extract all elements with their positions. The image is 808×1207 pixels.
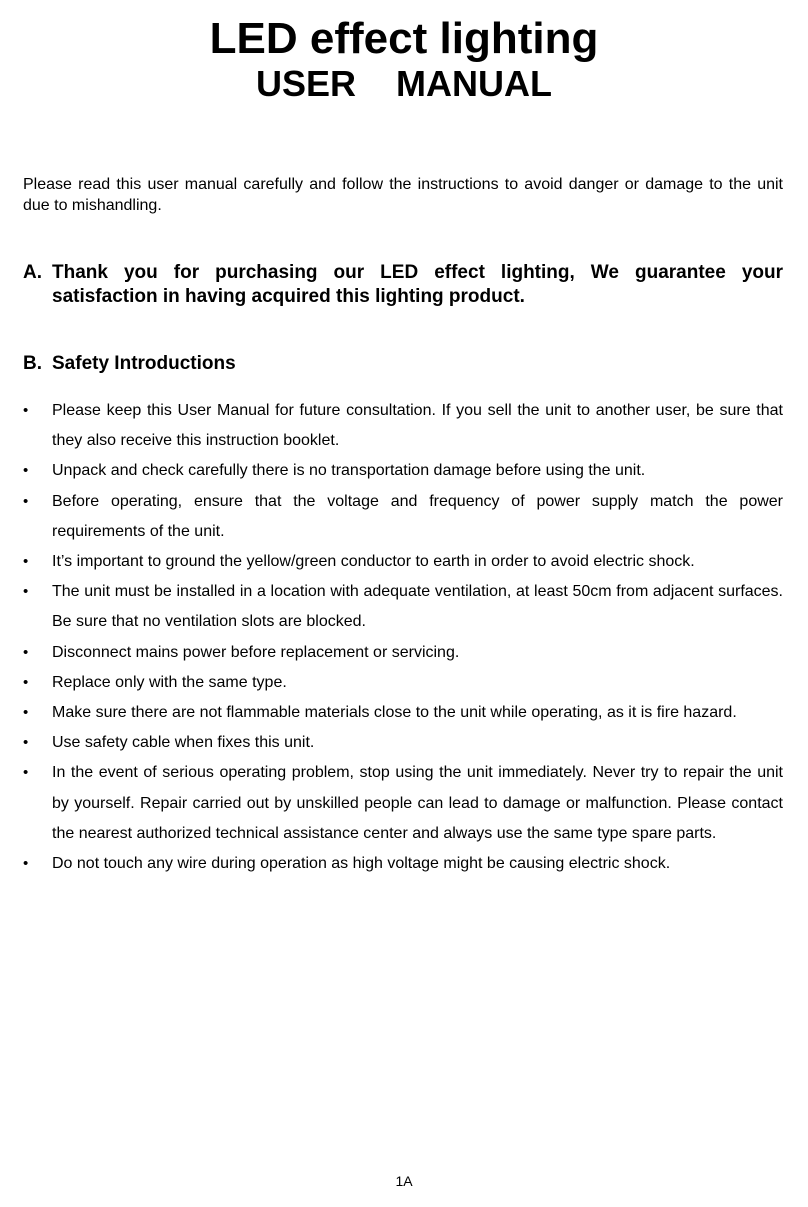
page-number: 1A (395, 1173, 413, 1189)
intro-paragraph: Please read this user manual carefully and follow the instructions to avoid danger or damage to the unit due to mishandling. (23, 176, 783, 214)
list-item (23, 758, 783, 849)
list-item-text: In the event of serious operating problem, stop using the unit immediately. Never try to repair the unit by yourself. Repair carried out by unskilled people can lead to damage or malfunction. Please contact the nearest authorized technical assistance center and always use the same type spare parts. (52, 764, 783, 842)
list-item (23, 698, 783, 728)
list-item-text: Use safety cable when fixes this unit. (52, 734, 315, 752)
list-item-text: The unit must be installed in a location with adequate ventilation, at least 50cm from adjacent surfaces. Be sure that no ventilation slots are blocked. (52, 583, 783, 631)
section-b (23, 352, 783, 376)
bullet-icon: • (23, 462, 29, 480)
section-b-heading: Safety Introductions (52, 353, 236, 374)
list-item (23, 728, 783, 758)
list-item (23, 396, 783, 456)
list-item (23, 547, 783, 577)
document-subtitle: USER MANUAL (256, 63, 552, 104)
list-item-text: Make sure there are not flammable materials close to the unit while operating, as it is fire hazard. (52, 704, 737, 722)
list-item (23, 668, 783, 698)
list-item-text: Please keep this User Manual for future consultation. If you sell the unit to another user, be sure that they also receive this instruction booklet. (52, 402, 783, 450)
list-item (23, 456, 783, 486)
section-b-letter: B. (23, 353, 42, 374)
bullet-icon: • (23, 492, 29, 510)
list-item-text: It’s important to ground the yellow/green conductor to earth in order to avoid electric shock. (52, 553, 695, 571)
list-item-text: Disconnect mains power before replacement or servicing. (52, 643, 460, 661)
bullet-icon: • (23, 704, 29, 722)
document-title: LED effect lighting (209, 14, 599, 63)
list-item (23, 638, 783, 668)
bullet-icon: • (23, 583, 29, 601)
list-item-text: Replace only with the same type. (52, 673, 287, 691)
section-a-letter: A. (23, 262, 42, 283)
list-item-text: Do not touch any wire during operation as high voltage might be causing electric shock. (52, 855, 671, 873)
list-item (23, 849, 783, 879)
list-item-text: Before operating, ensure that the voltage and frequency of power supply match the power requirements of the unit. (52, 492, 783, 540)
bullet-icon: • (23, 643, 29, 661)
section-a (23, 261, 783, 309)
list-item (23, 487, 783, 547)
safety-list (23, 396, 783, 879)
bullet-icon: • (23, 673, 29, 691)
bullet-icon: • (23, 402, 29, 419)
list-item (23, 577, 783, 637)
bullet-icon: • (23, 734, 29, 752)
section-a-text: Thank you for purchasing our LED effect lighting, We guarantee your satisfaction in having acquired this lighting product. (52, 262, 783, 307)
list-item-text: Unpack and check carefully there is no transportation damage before using the unit. (52, 462, 646, 480)
bullet-icon: • (23, 764, 29, 782)
bullet-icon: • (23, 855, 29, 873)
bullet-icon: • (23, 553, 29, 571)
